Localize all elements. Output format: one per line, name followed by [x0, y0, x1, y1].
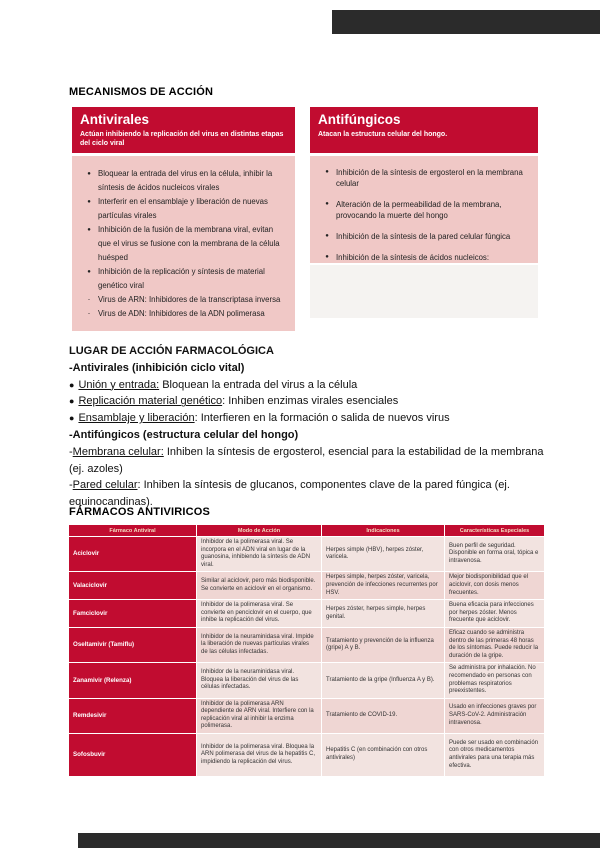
table-row	[69, 600, 545, 628]
line-lead: Replicación material genético	[78, 395, 223, 408]
drug-name-cell: Valaciclovir	[69, 572, 197, 600]
indicaciones-cell: Tratamiento de COVID-19.	[322, 698, 445, 733]
dash-icon: -	[69, 445, 73, 458]
drug-name-cell: Oseltamivir (Tamiflu)	[69, 627, 197, 662]
modo-cell: Similar al aciclovir, pero más biodisponible. Se convierte en aciclovir en el organismo.	[197, 572, 322, 600]
line-rest: : Inhiben enzimas virales esenciales	[222, 395, 399, 408]
bullet-icon: ●	[325, 254, 329, 260]
drug-name-cell: Remdesivir	[69, 698, 197, 733]
line-rest: : Interfieren en la formación o salida de nuevos virus	[194, 412, 450, 425]
antifungicos-card-title: Antifúngicos	[318, 112, 401, 127]
table-row	[69, 572, 545, 600]
dash-icon: -	[88, 297, 90, 303]
column-header-modo: Modo de Acción	[197, 525, 322, 537]
antifungicos-card-footer	[310, 265, 538, 318]
drug-name-cell: Aciclovir	[69, 537, 197, 572]
caracteristicas-cell: Puede ser usado en combinación con otros medicamentos antivirales para una terapia más efectiva.	[445, 734, 545, 777]
antifungicos-card-subtitle: Atacan la estructura celular del hongo.	[318, 131, 448, 138]
caracteristicas-cell: Buena eficacia para infecciones por herpes zóster. Menos frecuente que aciclovir.	[445, 600, 545, 628]
list-item	[323, 231, 531, 242]
bullet-icon: ●	[87, 199, 91, 205]
list-item	[323, 252, 531, 263]
bullet-icon: ●	[69, 396, 75, 407]
indicaciones-cell: Herpes simple, herpes zóster, varicela, prevención de infecciones recurrentes por HSV.	[322, 572, 445, 600]
section-heading: LUGAR DE ACCIÓN FARMACOLÓGICA	[69, 345, 274, 357]
bullet-icon: ●	[87, 171, 91, 177]
drug-name-cell: Sofosbuvir	[69, 734, 197, 777]
antifungicos-subheading: -Antifúngicos (estructura celular del hongo)	[69, 428, 299, 441]
line-lead: Unión y entrada:	[78, 378, 160, 391]
list-item-text: Bloquear la entrada del virus en la célula, inhibir la síntesis de ácidos nucleicos virales	[98, 169, 273, 192]
table-row	[69, 537, 545, 572]
antiviral-drugs-table	[68, 524, 545, 777]
caracteristicas-cell: Mejor biodisponibilidad que el aciclovir, con dosis menos frecuentes.	[445, 572, 545, 600]
list-item-text: Virus de ADN: Inhibidores de la ADN polimerasa	[98, 309, 265, 318]
section-line	[69, 377, 554, 394]
antivirales-subheading: -Antivirales (inhibición ciclo vital)	[69, 361, 245, 374]
table-row	[69, 698, 545, 733]
list-item-text: Interferir en el ensamblaje y liberación de nuevas partículas virales	[98, 197, 268, 220]
list-item	[85, 293, 288, 307]
bullet-icon: ●	[325, 169, 329, 175]
modo-cell: Inhibidor de la polimerasa viral. Bloquea la ARN polimerasa del virus de la hepatitis C, impidiendo la replicación del virus.	[197, 734, 322, 777]
column-header-caracteristicas: Características Especiales	[445, 525, 545, 537]
list-item-text: Alteración de la permeabilidad de la membrana, provocando la muerte del hongo	[336, 200, 502, 220]
antivirales-card-header	[72, 107, 295, 153]
table-row	[69, 627, 545, 662]
drug-name-cell: Famciclovir	[69, 600, 197, 628]
viewer-background-bottom	[78, 833, 600, 848]
viewer-background-top	[332, 10, 600, 34]
list-item-text: Inhibición de la replicación y síntesis de material genético viral	[98, 267, 265, 290]
list-item	[85, 223, 288, 265]
modo-cell: Inhibidor de la neuraminidasa viral. Bloquea la liberación del virus de las células infectadas.	[197, 663, 322, 698]
list-item	[323, 167, 531, 189]
line-rest: Bloquean la entrada del virus a la célula	[159, 378, 358, 391]
antivirales-card-subtitle: Actúan inhibiendo la replicación del virus en distintas etapas del ciclo viral	[80, 131, 284, 147]
list-item	[85, 307, 288, 321]
bullet-icon: ●	[69, 379, 75, 390]
dash-icon: -	[88, 311, 90, 317]
list-item-text: Virus de ARN: Inhibidores de la transcriptasa inversa	[98, 295, 281, 304]
modo-cell: Inhibidor de la polimerasa viral. Se convierte en penciclovir en el cuerpo, que inhibe la replicación del virus.	[197, 600, 322, 628]
antivirales-card-title: Antivirales	[80, 112, 150, 127]
list-item-text: Inhibición de la síntesis de la pared celular fúngica	[336, 232, 511, 241]
indicaciones-cell: Tratamiento de la gripe (Influenza A y B).	[322, 663, 445, 698]
line-lead: Ensamblaje y liberación	[78, 412, 195, 425]
bullet-icon: ●	[325, 233, 329, 239]
line-rest: : Inhiben la síntesis de glucanos, componentes clave de la pared fúngica (ej. equinocandinas).	[69, 479, 510, 509]
indicaciones-cell: Herpes simple (HBV), herpes zóster, varicela.	[322, 537, 445, 572]
section-line	[69, 410, 554, 427]
list-item-text: Inhibición de la síntesis de ácidos nucleicos:	[336, 253, 489, 262]
caracteristicas-cell: Usado en infecciones graves por SARS-CoV-2. Administración intravenosa.	[445, 698, 545, 733]
list-item-text: Inhibición de la síntesis de ergosterol en la membrana celular	[336, 168, 523, 188]
pharmacology-section	[69, 343, 554, 511]
column-header-farmaco: Fármaco Antiviral	[69, 525, 197, 537]
indicaciones-cell: Hepatitis C (en combinación con otros antivirales)	[322, 734, 445, 777]
line-lead: Membrana celular:	[72, 445, 164, 458]
caracteristicas-cell: Se administra por inhalación. No recomendado en personas con problemas respiratorios preexistentes.	[445, 663, 545, 698]
modo-cell: Inhibidor de la polimerasa viral. Se incorpora en el ADN viral en lugar de la guanosina, inhibiendo la síntesis de ADN viral.	[197, 537, 322, 572]
dash-icon: -	[69, 479, 73, 492]
drug-name-cell: Zanamivir (Relenza)	[69, 663, 197, 698]
indicaciones-cell: Herpes zóster, herpes simple, herpes genital.	[322, 600, 445, 628]
list-item	[85, 195, 288, 223]
table-header-row	[69, 525, 545, 537]
modo-cell: Inhibidor de la neuraminidasa viral. Impide la liberación de nuevas partículas virales de las células infectadas.	[197, 627, 322, 662]
column-header-indicaciones: Indicaciones	[322, 525, 445, 537]
list-item	[323, 199, 531, 221]
antivirales-card-body	[72, 156, 295, 331]
bullet-icon: ●	[325, 201, 329, 207]
line-lead: Pared celular	[72, 479, 138, 492]
bullet-icon: ●	[69, 413, 75, 424]
section-line	[69, 444, 554, 478]
list-item	[85, 265, 288, 293]
table-row	[69, 663, 545, 698]
caracteristicas-cell: Eficaz cuando se administra dentro de las primeras 48 horas de los síntomas. Puede reducir la duración de la gripe.	[445, 627, 545, 662]
bullet-icon: ●	[87, 269, 91, 275]
indicaciones-cell: Tratamiento y prevención de la influenza (gripe) A y B.	[322, 627, 445, 662]
table-row	[69, 734, 545, 777]
table-section-heading: FÁRMACOS ANTIVIRICOS	[69, 506, 211, 518]
modo-cell: Inhibidor de la polimerasa ARN dependiente de ARN viral. Interfiere con la replicación viral al inhibir la enzima polimerasa.	[197, 698, 322, 733]
caracteristicas-cell: Buen perfil de seguridad. Disponible en forma oral, tópica e intravenosa.	[445, 537, 545, 572]
list-item-text: Inhibición de la fusión de la membrana viral, evitan que el virus se fusione con la membrana de la célula huésped	[98, 225, 280, 262]
list-item	[85, 167, 288, 195]
antifungicos-card-header	[310, 107, 538, 153]
page-title: MECANISMOS DE ACCIÓN	[69, 86, 214, 98]
antifungicos-card-body	[310, 156, 538, 263]
line-rest: Inhiben la síntesis de ergosterol, esencial para la estabilidad de la membrana (ej. azoles)	[69, 445, 544, 475]
section-line	[69, 393, 554, 410]
bullet-icon: ●	[87, 227, 91, 233]
